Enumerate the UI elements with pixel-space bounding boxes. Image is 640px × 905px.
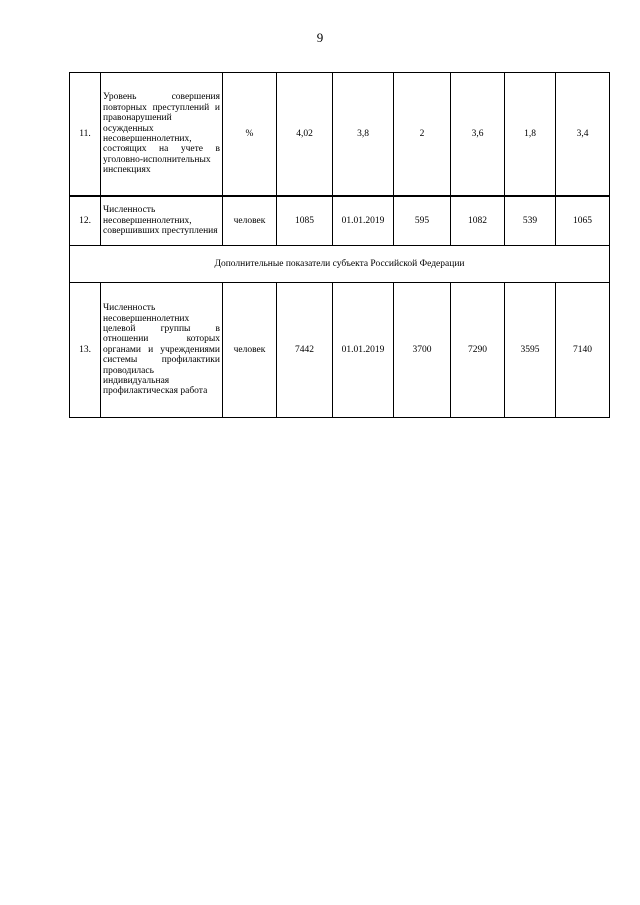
section-row bbox=[70, 246, 610, 283]
value-cell: 7290 bbox=[451, 283, 505, 418]
unit-cell: человек bbox=[223, 283, 277, 418]
value-cell: 595 bbox=[394, 196, 451, 246]
unit-cell: человек bbox=[223, 196, 277, 246]
page-number: 9 bbox=[316, 30, 324, 45]
value-cell: 7442 bbox=[277, 283, 333, 418]
value-cell: 4,02 bbox=[277, 73, 333, 197]
value-cell: 539 bbox=[505, 196, 556, 246]
indicator-name: Уровень совершения повторных преступлений и правонарушений осужденных несовершеннолетних, состоящих на учете в уголовно-исполнительных инспекциях bbox=[101, 73, 223, 197]
value-cell: 3700 bbox=[394, 283, 451, 418]
value-cell: 1082 bbox=[451, 196, 505, 246]
indicator-name: Численность несовершеннолетних, совершивших преступления bbox=[101, 196, 223, 246]
value-cell: 1085 bbox=[277, 196, 333, 246]
row-number: 13. bbox=[70, 283, 101, 418]
indicator-name: Численность несовершеннолетних целевой группы в отношении которых органами и учреждениями системы профилактики проводилась индивидуальная профилактическая работа bbox=[101, 283, 223, 418]
value-cell: 3,6 bbox=[451, 73, 505, 197]
unit-cell: % bbox=[223, 73, 277, 197]
value-cell: 01.01.2019 bbox=[333, 196, 394, 246]
value-cell: 1,8 bbox=[505, 73, 556, 197]
row-number: 11. bbox=[70, 73, 101, 197]
value-cell: 3,4 bbox=[556, 73, 610, 197]
table-row-11 bbox=[70, 73, 610, 197]
section-title: Дополнительные показатели субъекта Российской Федерации bbox=[70, 246, 610, 283]
value-cell: 3,8 bbox=[333, 73, 394, 197]
value-cell: 3595 bbox=[505, 283, 556, 418]
row-number: 12. bbox=[70, 196, 101, 246]
table-row-12 bbox=[70, 196, 610, 246]
table-row-13 bbox=[70, 283, 610, 418]
value-cell: 7140 bbox=[556, 283, 610, 418]
value-cell: 2 bbox=[394, 73, 451, 197]
value-cell: 01.01.2019 bbox=[333, 283, 394, 418]
value-cell: 1065 bbox=[556, 196, 610, 246]
indicators-table bbox=[69, 72, 610, 418]
